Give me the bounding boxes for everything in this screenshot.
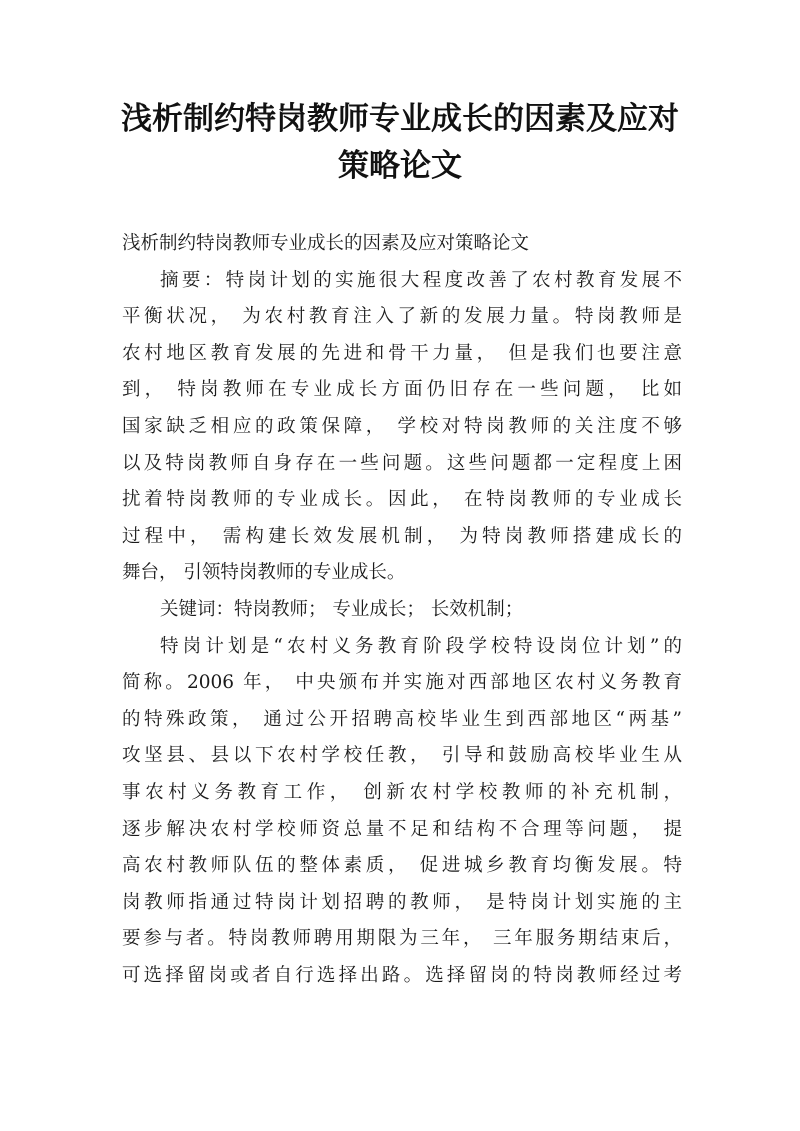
- body-line: 简称。2006 年， 中央颁布并实施对西部地区农村义务教育: [122, 672, 682, 694]
- abstract-line: 平衡状况， 为农村教育注入了新的发展力量。特岗教师是: [122, 306, 682, 328]
- title-line: 浅析制约特岗教师专业成长的因素及应对: [121, 101, 679, 137]
- document-body: [122, 226, 682, 994]
- abstract-line: 扰着特岗教师的专业成长。因此， 在特岗教师的专业成长: [122, 489, 682, 511]
- abstract-line: 国家缺乏相应的政策保障， 学校对特岗教师的关注度不够: [122, 415, 682, 437]
- abstract-line: 以及特岗教师自身存在一些问题。这些问题都一定程度上困: [122, 452, 682, 474]
- subtitle: 浅析制约特岗教师专业成长的因素及应对策略论文: [122, 233, 530, 254]
- body-line: 要参与者。特岗教师聘用期限为三年， 三年服务期结束后，: [122, 928, 682, 950]
- body-line: 攻坚县、县以下农村学校任教， 引导和鼓励高校毕业生从: [122, 745, 682, 767]
- abstract-line: 过程中， 需构建长效发展机制， 为特岗教师搭建成长的: [122, 525, 682, 547]
- body-line: 逐步解决农村学校师资总量不足和结构不合理等问题， 提: [122, 818, 682, 840]
- abstract-line: 舞台， 引领特岗教师的专业成长。: [122, 562, 406, 584]
- title-line: 策略论文: [338, 148, 462, 184]
- body-line: 高农村教师队伍的整体素质， 促进城乡教育均衡发展。特: [122, 855, 682, 877]
- abstract-line: 农村地区教育发展的先进和骨干力量， 但是我们也要注意: [122, 342, 682, 364]
- body-line: 可选择留岗或者自行选择出路。选择留岗的特岗教师经过考: [122, 964, 682, 986]
- body-line: 事农村义务教育工作， 创新农村学校教师的补充机制，: [122, 781, 682, 803]
- abstract-line: 摘要：特岗计划的实施很大程度改善了农村教育发展不: [160, 269, 682, 291]
- abstract-line: 到， 特岗教师在专业成长方面仍旧存在一些问题， 比如: [122, 379, 682, 401]
- body-line: 岗教师指通过特岗计划招聘的教师， 是特岗计划实施的主: [122, 891, 682, 913]
- document-title: [100, 96, 700, 190]
- body-line: 的特殊政策， 通过公开招聘高校毕业生到西部地区“两基”: [122, 708, 682, 730]
- body-line: 特岗计划是“农村义务教育阶段学校特设岗位计划”的: [160, 635, 682, 657]
- keywords-line: 关键词：特岗教师； 专业成长； 长效机制；: [160, 598, 524, 620]
